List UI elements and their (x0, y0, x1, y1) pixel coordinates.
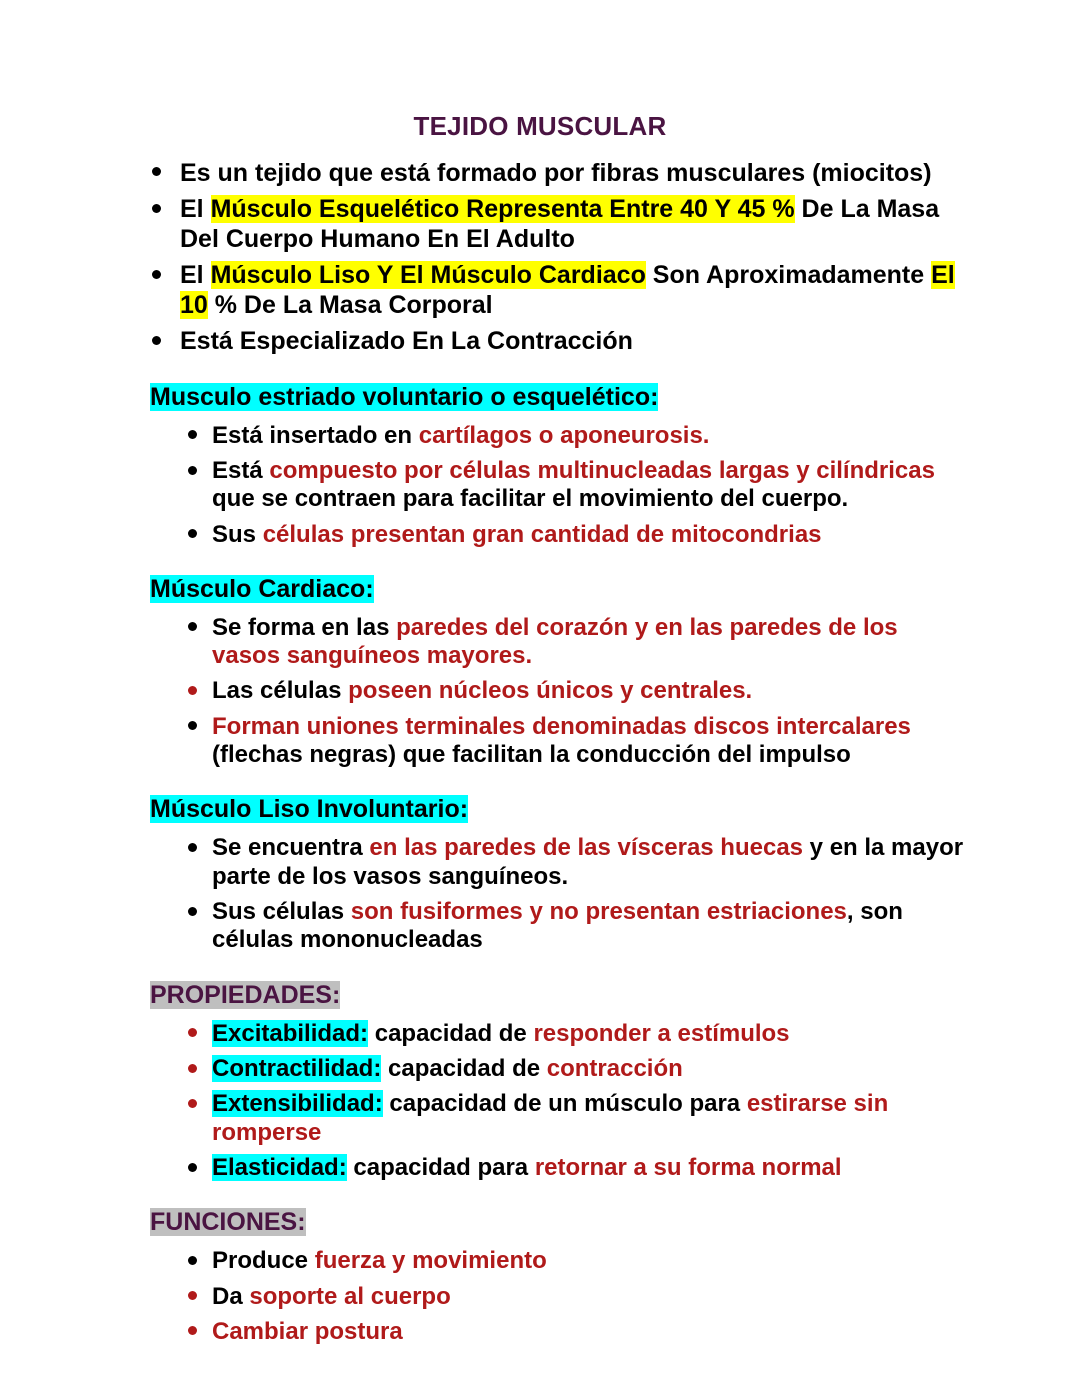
text-run: Forman uniones terminales denominadas discos intercalares (212, 712, 911, 740)
text-run: El (180, 261, 211, 290)
section-list-item (0, 1283, 1080, 1311)
section-heading-label: Músculo Cardiaco: (150, 574, 374, 603)
bullet-icon (188, 430, 197, 439)
section-list-item (0, 1055, 1080, 1083)
text-run: poseen núcleos únicos y centrales. (348, 677, 753, 705)
text-run: estirarse sin romperse (212, 1090, 889, 1146)
intro-list-item (0, 159, 1080, 189)
text-run: y en la mayor parte de los vasos sanguíneos. (212, 834, 964, 890)
section-list-item (0, 898, 1080, 955)
section-list-item (0, 1247, 1080, 1275)
bullet-icon (188, 1291, 197, 1300)
bullet-icon (188, 622, 197, 631)
bullet-icon (188, 1163, 197, 1172)
section-heading-label: Musculo estriado voluntario o esquelético: (150, 382, 659, 411)
spacer (0, 364, 1080, 382)
text-run: Está (212, 456, 270, 484)
spacer (0, 1237, 1080, 1247)
bullet-icon (188, 1099, 197, 1108)
section (0, 364, 1080, 549)
bullet-icon (188, 686, 197, 695)
spacer (0, 824, 1080, 834)
section (0, 962, 1080, 1183)
section-heading (0, 382, 1080, 412)
text-run: Contractilidad: (212, 1054, 382, 1082)
bullet-icon (152, 270, 161, 279)
intro-list-item (0, 195, 1080, 254)
text-run: Está Especializado En La Contracción (180, 327, 633, 356)
text-run: son fusiformes y no presentan estriaciones (350, 898, 847, 926)
section (0, 556, 1080, 770)
section-list-item (0, 1090, 1080, 1147)
section (0, 1189, 1080, 1346)
page-title: TEJIDO MUSCULAR (413, 111, 667, 141)
text-run: fuerza y movimiento (314, 1247, 547, 1275)
text-run: responder a estímulos (533, 1019, 790, 1047)
intro-list-item (0, 327, 1080, 357)
text-run: Las células (212, 677, 349, 705)
section (0, 776, 1080, 954)
section-heading-label: PROPIEDADES: (150, 980, 341, 1009)
section-bullet-list (0, 422, 1080, 549)
text-run: células presentan gran cantidad de mitocondrias (262, 520, 822, 548)
section-list-item (0, 677, 1080, 705)
bullet-icon (188, 907, 197, 916)
bullet-icon (188, 466, 197, 475)
text-run: Extensibilidad: (212, 1090, 383, 1118)
intro-bullet-list (0, 159, 1080, 357)
sections-container (0, 364, 1080, 1347)
text-run: Está insertado en (212, 421, 419, 449)
section-list-item (0, 834, 1080, 891)
text-run: cartílagos o aponeurosis. (418, 421, 710, 449)
text-run: Sus células (212, 898, 351, 926)
bullet-icon (188, 1064, 197, 1073)
section-heading (0, 980, 1080, 1010)
section-heading-label: Músculo Liso Involuntario: (150, 795, 469, 824)
spacer (0, 556, 1080, 574)
text-run: paredes del corazón y en las paredes de los vasos sanguíneos mayores. (212, 613, 898, 670)
spacer (0, 604, 1080, 614)
section-bullet-list (0, 834, 1080, 954)
text-run: capacidad de (368, 1019, 534, 1047)
text-run: en las paredes de las vísceras huecas (369, 834, 804, 862)
bullet-icon (188, 1326, 197, 1335)
section-list-item (0, 422, 1080, 450)
spacer (0, 1010, 1080, 1020)
text-run: Sus (212, 520, 263, 548)
section-bullet-list (0, 1020, 1080, 1183)
section-heading (0, 1207, 1080, 1237)
bullet-icon (152, 167, 161, 176)
spacer (0, 776, 1080, 794)
text-run: Elasticidad: (212, 1153, 347, 1181)
bullet-icon (188, 1028, 197, 1037)
text-run: Produce (212, 1247, 315, 1275)
text-run: Cambiar postura (212, 1317, 403, 1345)
text-run: que se contraen para facilitar el movimiento del cuerpo. (212, 485, 849, 513)
text-run: compuesto por células multinucleadas largas y cilíndricas (269, 456, 935, 484)
text-run: Excitabilidad: (212, 1019, 369, 1047)
text-run: , son células mononucleadas (212, 898, 903, 954)
text-run: De La Masa Del Cuerpo Humano En El Adulto (180, 195, 940, 253)
bullet-icon (152, 336, 161, 345)
bullet-icon (188, 721, 197, 730)
text-run: capacidad para (346, 1153, 535, 1181)
text-run: Músculo Esquelético Representa Entre 40 Y 45 % (210, 195, 795, 224)
text-run: % De La Masa Corporal (207, 290, 493, 319)
text-run: (flechas negras) que facilitan la conducción del impulso (212, 741, 851, 769)
section-bullet-list (0, 1247, 1080, 1346)
spacer (0, 1189, 1080, 1207)
section-list-item (0, 1318, 1080, 1346)
section-list-item (0, 1154, 1080, 1182)
text-run: capacidad de (381, 1054, 547, 1082)
text-run: contracción (546, 1054, 683, 1082)
text-run: El (180, 195, 211, 224)
section-list-item (0, 521, 1080, 549)
section-heading (0, 574, 1080, 604)
spacer (0, 962, 1080, 980)
text-run: soporte al cuerpo (249, 1282, 451, 1310)
text-run: Músculo Liso Y El Músculo Cardiaco (210, 261, 646, 290)
intro-list-item (0, 261, 1080, 320)
text-run: Se forma en las (212, 613, 397, 641)
section-heading (0, 794, 1080, 824)
bullet-icon (188, 529, 197, 538)
text-run: Da (212, 1282, 250, 1310)
bullet-icon (188, 1256, 197, 1265)
text-run: Son Aproximadamente (645, 261, 932, 290)
text-run: retornar a su forma normal (534, 1153, 842, 1181)
section-bullet-list (0, 614, 1080, 770)
text-run: Es un tejido que está formado por fibras musculares (miocitos) (180, 158, 932, 187)
section-list-item (0, 457, 1080, 514)
section-heading-label: FUNCIONES: (150, 1208, 306, 1237)
text-run: capacidad de un músculo para (382, 1090, 747, 1118)
section-list-item (0, 1020, 1080, 1048)
text-run: El 10 (180, 261, 955, 319)
bullet-icon (152, 204, 161, 213)
section-list-item (0, 713, 1080, 770)
spacer (0, 412, 1080, 422)
section-list-item (0, 614, 1080, 671)
text-run: Se encuentra (212, 834, 370, 862)
bullet-icon (188, 843, 197, 852)
